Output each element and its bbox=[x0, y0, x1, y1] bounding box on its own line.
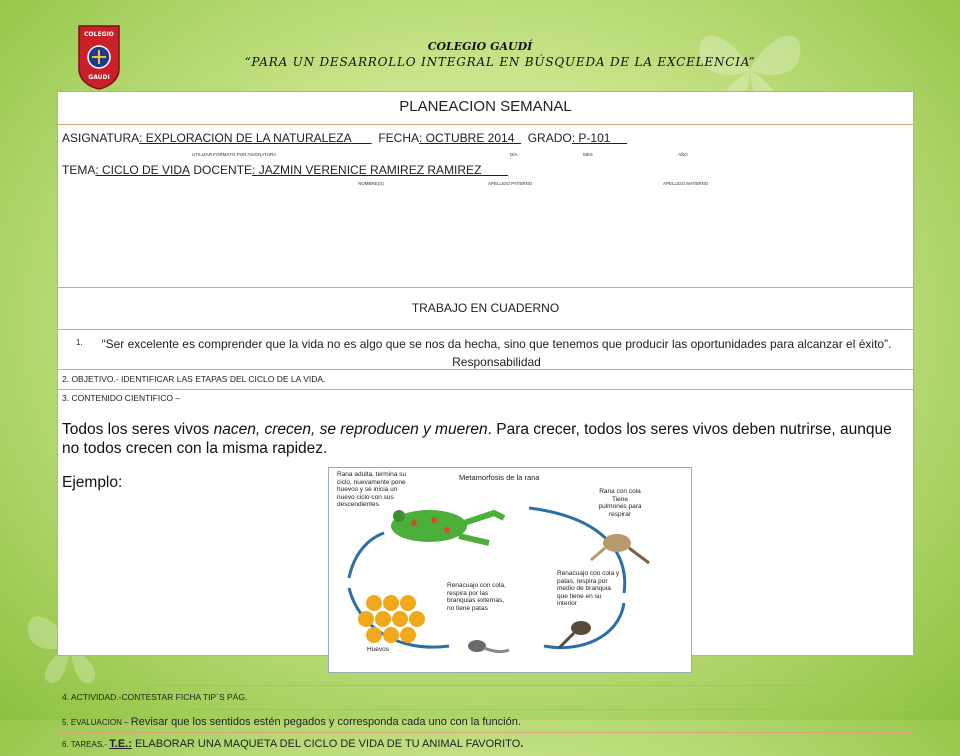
contenido-paragraph: Todos los seres vivos nacen, crecen, se reproducen y mueren. Para crecer, todos los seres vivos deben nutrirse, aunque no todos crecen con la misma rapidez. bbox=[62, 421, 892, 457]
task-heading: TRABAJO EN CUADERNO bbox=[58, 288, 913, 330]
quote-text: “Ser excelente es comprender que la vida no es algo que se nos da hecha, sino que tenemos que producir las oportunidades para alcanzar el éxito”. Responsabilidad bbox=[101, 337, 892, 369]
hint-apellido-paterno: APELLIDO PATERNO bbox=[488, 181, 533, 186]
asignatura-label: ASIGNATURA bbox=[62, 131, 140, 145]
docente-label: DOCENTE bbox=[193, 163, 253, 177]
tareas-text: ELABORAR UNA MAQUETA DEL CICLO DE VIDA DE TU ANIMAL FAVORITO bbox=[131, 738, 521, 750]
plan-header-fields bbox=[58, 125, 913, 288]
tareas-code: T.E.: bbox=[109, 738, 132, 750]
life-stages-emphasis: nacen, crecen, se reproducen y mueren bbox=[213, 421, 488, 438]
school-name: COLEGIO GAUDÍ bbox=[427, 40, 533, 53]
hint-nombre: NOMBRE(S) bbox=[358, 181, 384, 186]
hint-asignatura: UTILIZAR FORMATO POR ASIGNATURA bbox=[192, 152, 277, 157]
tareas-end: . bbox=[520, 738, 524, 750]
diagram-label-tadpole-legs: Renacuajo con cola y patas, respira por medio de branquia que tiene en su interior bbox=[557, 570, 620, 607]
asignatura-value: : EXPLORACION DE LA NATURALEZA bbox=[139, 131, 352, 145]
logo-bottom-text: GAUDI bbox=[88, 74, 110, 81]
actividad-line: 4. ACTIVIDAD.-CONTESTAR FICHA TIP´S PÁG. bbox=[58, 686, 913, 710]
fecha-label: FECHA bbox=[378, 131, 419, 145]
hint-mes: MES bbox=[583, 152, 593, 157]
tareas-prefix: 6. TAREAS.- bbox=[62, 740, 110, 749]
tareas-line bbox=[58, 733, 913, 756]
tema-line bbox=[62, 163, 508, 177]
diagram-label-eggs: Huevos bbox=[367, 646, 390, 653]
hint-ano: AÑO bbox=[678, 152, 688, 157]
tadpole-icon bbox=[468, 640, 509, 652]
diagram-label-adult: Rana adulta, termina su ciclo, nuevamente pone huevos y se inicia un nuevo ciclo con sus descendientes bbox=[337, 471, 407, 508]
fecha-value: : OCTUBRE 2014 bbox=[419, 131, 515, 145]
evaluacion-line bbox=[58, 710, 913, 733]
asignatura-line bbox=[62, 131, 627, 145]
evaluacion-prefix: 5. EVALUACION – bbox=[62, 718, 131, 727]
grado-label: GRADO bbox=[527, 131, 572, 145]
ejemplo-label: Ejemplo: bbox=[62, 474, 123, 491]
adult-frog-icon bbox=[391, 510, 504, 543]
contenido-section bbox=[58, 390, 913, 686]
grado-value: : P-101 bbox=[571, 131, 611, 145]
cycle-arrow-icon bbox=[349, 533, 384, 578]
docente-value: : JAZMIN VERENICE RAMIREZ RAMIREZ bbox=[252, 163, 482, 177]
weekly-plan-sheet bbox=[57, 91, 914, 750]
tema-label: TEMA bbox=[62, 163, 96, 177]
quote-section bbox=[58, 330, 913, 370]
tema-value: : CICLO DE VIDA bbox=[95, 163, 191, 177]
diagram-title: Metamorfosis de la rana bbox=[459, 473, 540, 482]
hint-dia: DÍA bbox=[510, 152, 518, 157]
school-motto: “PARA UN DESARROLLO INTEGRAL EN BÚSQUEDA DE LA EXCELENCIA” bbox=[244, 55, 756, 69]
evaluacion-text: Revisar que los sentidos estén pegados y corresponda cada uno con la función. bbox=[130, 716, 521, 728]
logo-top-text: COLEGIO bbox=[84, 31, 114, 38]
frog-eggs-icon bbox=[358, 595, 425, 643]
quote-number: 1. bbox=[76, 338, 83, 347]
page-title: PLANEACION SEMANAL bbox=[58, 92, 913, 125]
frog-metamorphosis-diagram bbox=[328, 467, 692, 673]
diagram-label-froglet: Rana con cola Tiene pulmones para respirar bbox=[598, 488, 642, 518]
hint-apellido-materno: APELLIDO MATERNO bbox=[663, 181, 709, 186]
contenido-heading: 3. CONTENIDO CIENTIFICO – bbox=[62, 393, 181, 403]
objetivo-line: 2. OBJETIVO.- IDENTIFICAR LAS ETAPAS DEL CICLO DE LA VIDA. bbox=[58, 370, 913, 390]
diagram-label-tadpole: Renacuajo con cola, respira por las branquias externas, no tiene patas bbox=[447, 582, 506, 612]
